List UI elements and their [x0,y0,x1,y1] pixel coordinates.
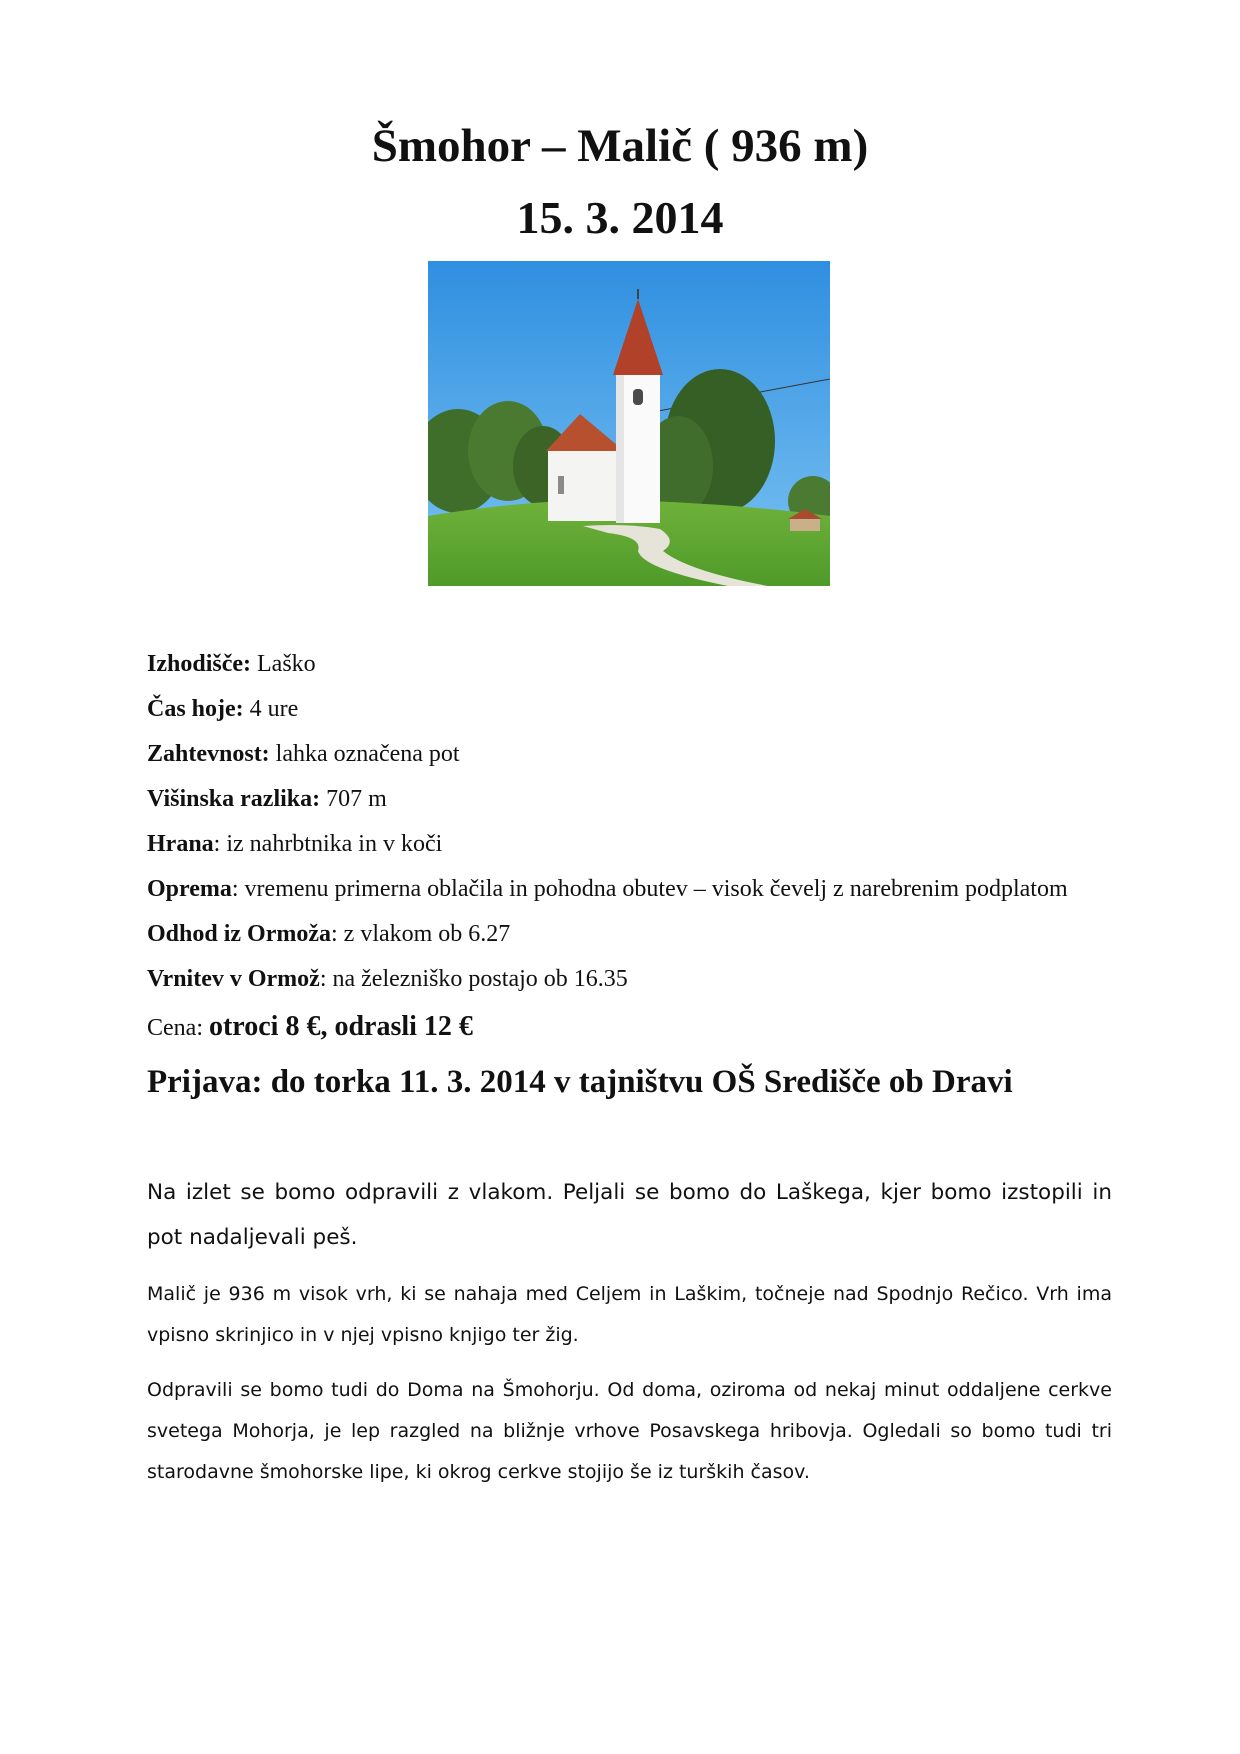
price-label: Cena [147,1015,197,1041]
info-gear [147,870,1107,915]
paragraph-trip: Na izlet se bomo odpravili z vlakom. Peljali se bomo do Laškega, kjer bomo izstopili in pot nadaljevali peš. [147,1180,1112,1250]
time-value: 4 ure [243,696,299,722]
time-label: Čas hoje: [147,696,244,722]
elevation-label: Višinska razlika: [147,786,321,812]
paragraph-malic: Malič je 936 m visok vrh, ki se nahaja med Celjem in Laškim, točneje nad Spodnjo Rečico. Vrh ima vpisno skrinjico in v njej vpisno knjigo ter žig. [147,1283,1112,1346]
info-return [147,960,1107,1005]
event-date: 15. 3. 2014 [516,192,724,243]
gear-label: Oprema [147,876,232,902]
info-difficulty [147,735,1107,780]
price-separator: : [196,1015,209,1041]
info-departure [147,915,1107,960]
elevation-value: 707 m [320,786,387,812]
difficulty-label: Zahtevnost: [147,741,270,767]
info-elevation [147,780,1107,825]
difficulty-value: lahka označena pot [269,741,460,767]
food-value: : iz nahrbtnika in v koči [213,831,443,857]
food-label: Hrana [147,831,214,857]
gear-value: : vremenu primerna oblačila in pohodna obutev – visok čevelj z narebrenim podplatom [231,876,1068,902]
price-value: otroci 8 €, odrasli 12 € [208,1011,473,1042]
info-time [147,690,1107,735]
description [147,1170,1112,1493]
start-value: Laško [251,651,316,677]
start-label: Izhodišče: [147,651,251,677]
page-title: Šmohor – Malič ( 936 m) [371,120,869,172]
departure-value: : z vlakom ob 6.27 [331,921,511,947]
church-photo [428,261,830,586]
return-label: Vrnitev v Ormož [147,966,320,992]
trip-info [147,645,1107,1105]
paragraph-smohor: Odpravili se bomo tudi do Doma na Šmohorju. Od doma, oziroma od nekaj minut oddaljene cerkve svetega Mohorja, je lep razgled na bližnje vrhove Posavskega hribovja. Ogledali so bomo tudi tri starodavne šmohorske lipe, ki okrog cerkve stojijo še iz turških časov. [147,1379,1112,1483]
departure-label: Odhod iz Ormoža [147,921,331,947]
info-price [147,1005,1107,1057]
info-start [147,645,1107,690]
info-food [147,825,1107,870]
return-value: : na železniško postajo ob 16.35 [319,966,628,992]
signup-notice: Prijava: do torka 11. 3. 2014 v tajništvu OŠ Središče ob Dravi [147,1064,1013,1100]
